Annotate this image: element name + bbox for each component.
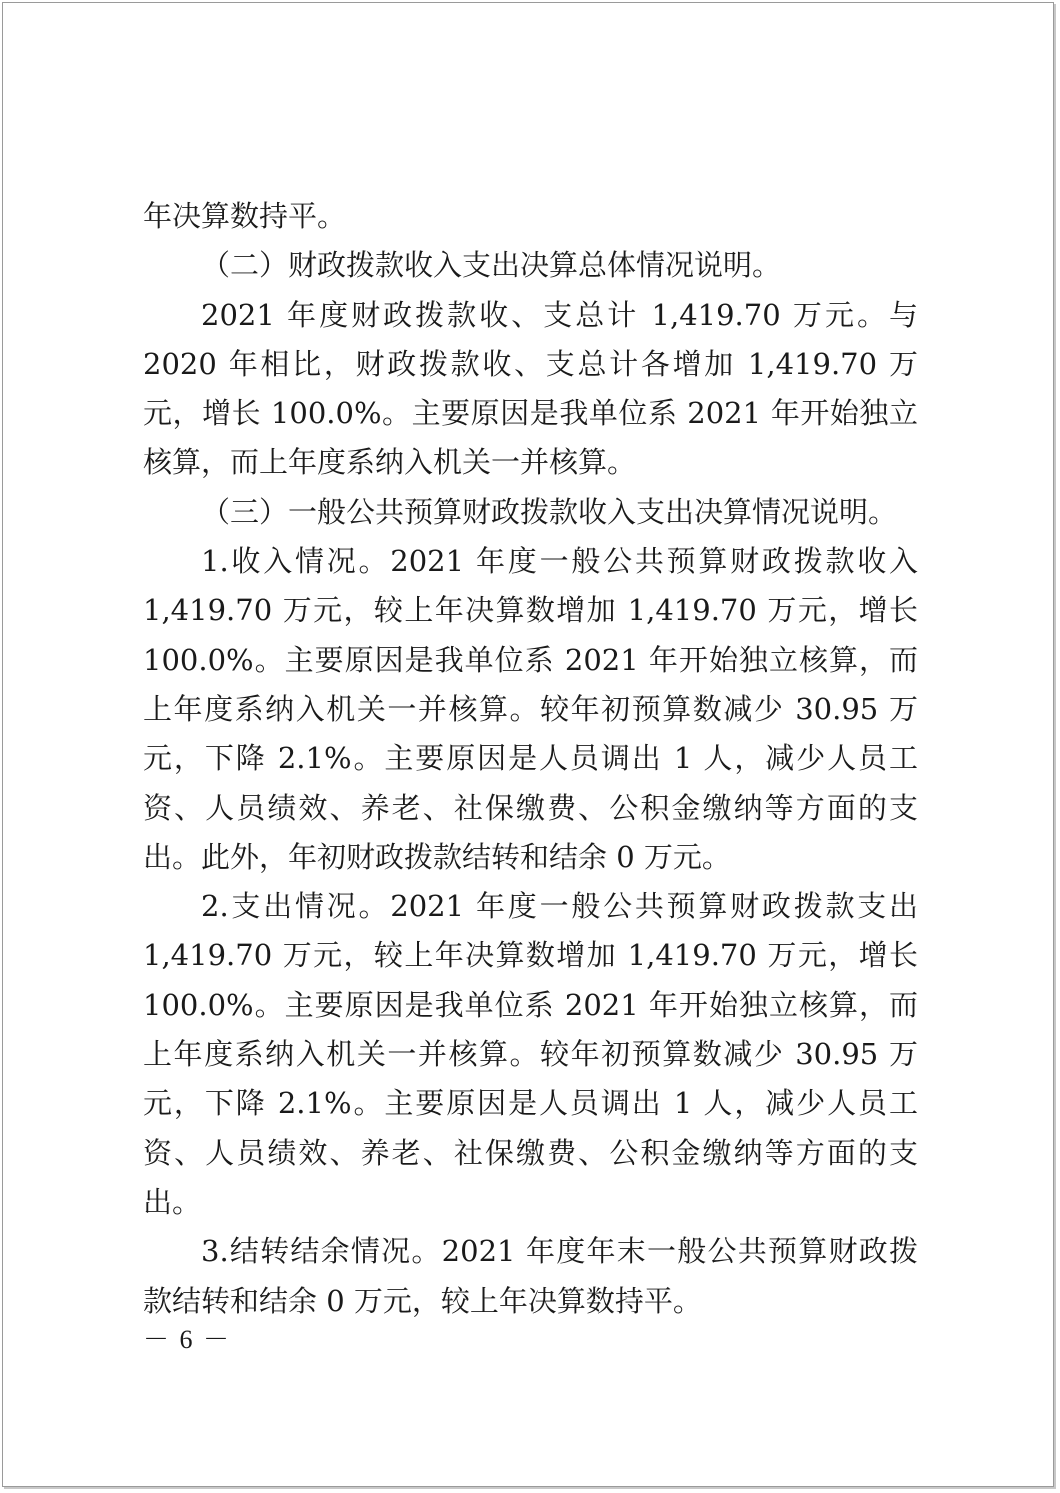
paragraph-income: 1.收入情况。2021 年度一般公共预算财政拨款收入 1,419.70 万元，较上年决算数增加 1,419.70 万元，增长 100.0%。主要原因是我单位系 2021 年开始独立核算，而上年度系纳入机关一并核算。较年初预算数减少 30.95 万元，下降 2.1%。主要原因是人员调出 1 人，减少人员工资、人员绩效、养老、社保缴费、公积金缴纳等方面的支出。此外，年初财政拨款结转和结余 0 万元。 [143,544,918,874]
paragraph-carryover: 3.结转结余情况。2021 年度年末一般公共预算财政拨款结转和结余 0 万元，较上年决算数持平。 [143,1234,918,1318]
page-number: － 6 － [143,1325,232,1354]
paragraph-continuation: 年决算数持平。 [143,199,347,233]
paragraph-expenditure: 2.支出情况。2021 年度一般公共预算财政拨款支出 1,419.70 万元，较上年决算数增加 1,419.70 万元，增长 100.0%。主要原因是我单位系 2021 年开始独立核算，而上年度系纳入机关一并核算。较年初预算数减少 30.95 万元，下降 2.1%。主要原因是人员调出 1 人，减少人员工资、人员绩效、养老、社保缴费、公积金缴纳等方面的支出。 [143,889,918,1219]
paragraph-total-overview: 2021 年度财政拨款收、支总计 1,419.70 万元。与 2020 年相比，财政拨款收、支总计各增加 1,419.70 万元，增长 100.0%。主要原因是我单位系 2021 年开始独立核算，而上年度系纳入机关一并核算。 [143,297,918,480]
section-heading-3: （三）一般公共预算财政拨款收入支出决算情况说明。 [201,494,898,529]
document-body [143,192,918,1326]
section-heading-2: （二）财政拨款收入支出决算总体情况说明。 [201,248,782,283]
